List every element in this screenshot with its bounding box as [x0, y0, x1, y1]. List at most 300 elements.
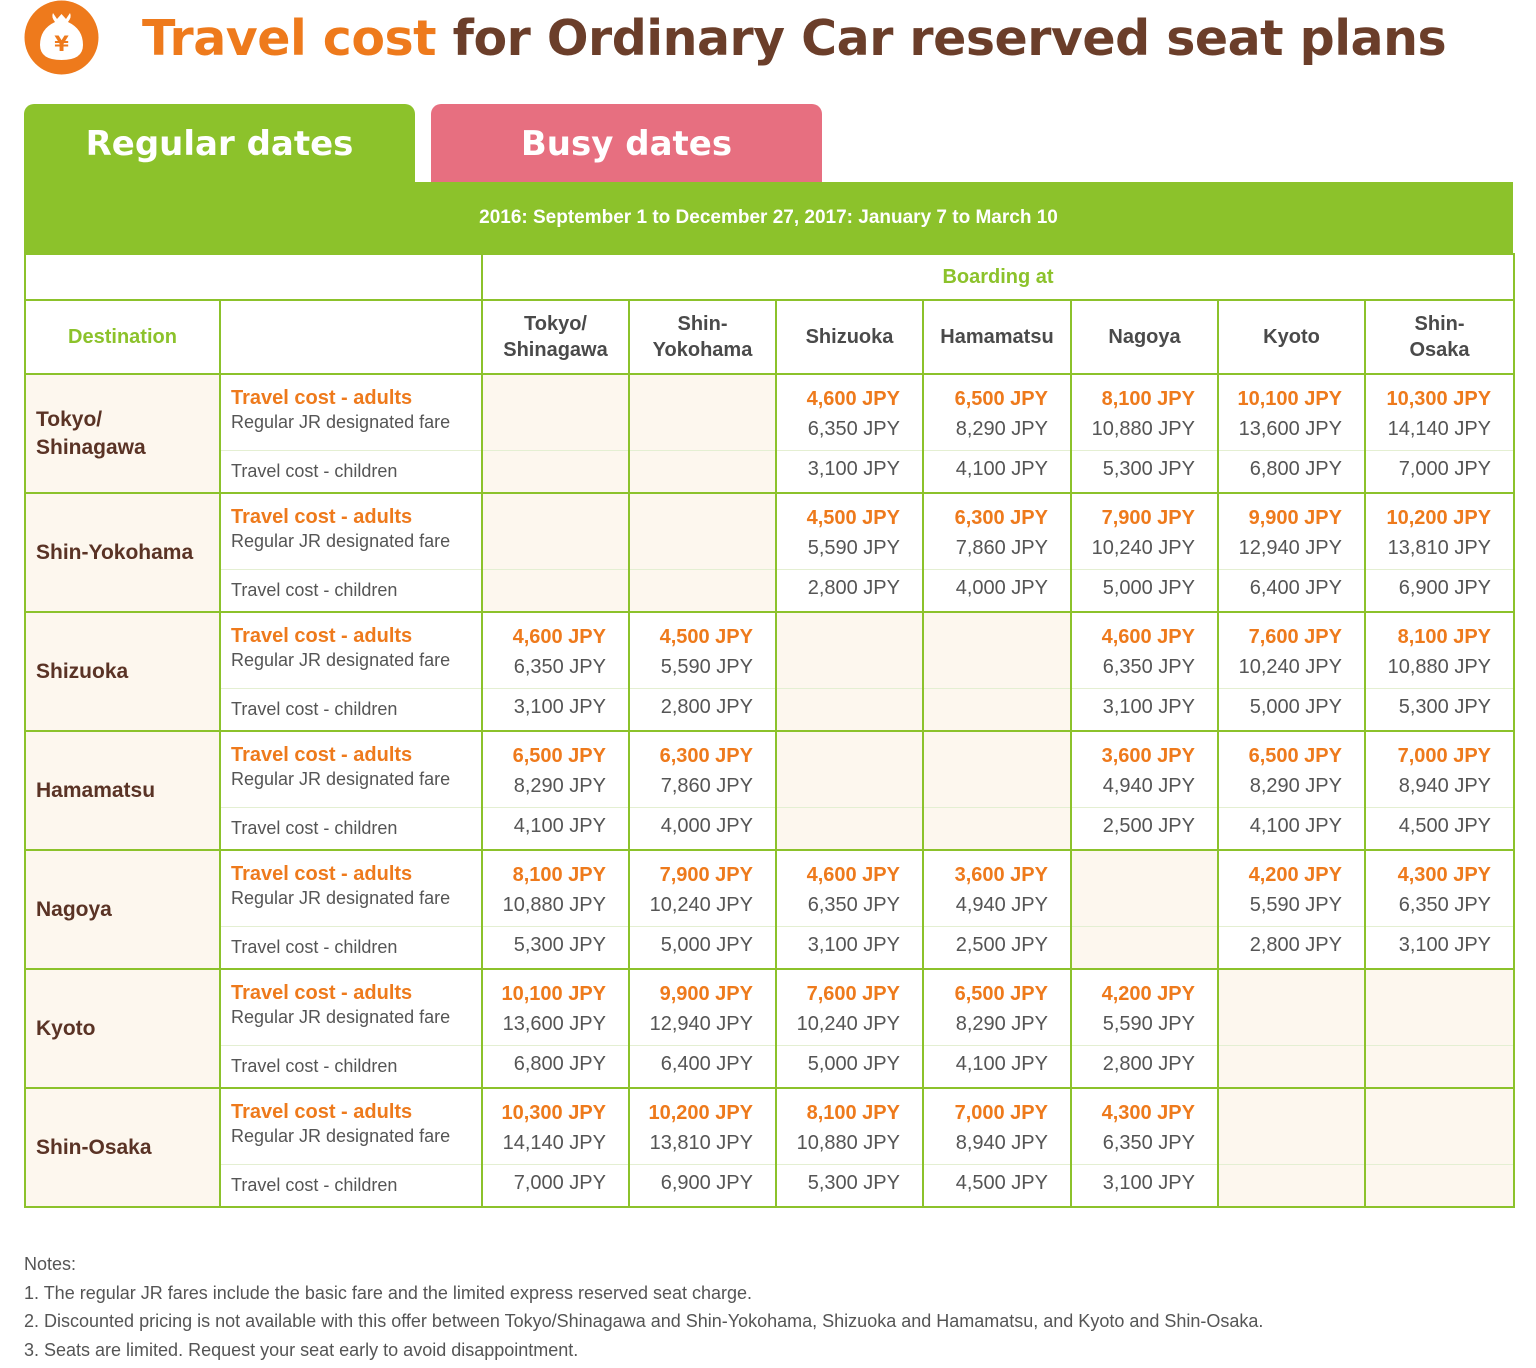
fare-cell — [1218, 731, 1365, 808]
adult-cost-value: 7,900 JPY — [659, 864, 753, 886]
destination-header: Destination — [25, 300, 220, 374]
regular-fare-label: Regular JR designated fare — [231, 1007, 451, 1027]
regular-fare-value: 8,290 JPY — [955, 418, 1048, 440]
fare-cell — [1218, 493, 1365, 570]
fare-cell — [482, 731, 629, 808]
child-cost-value: 3,100 JPY — [1398, 934, 1492, 956]
child-fare-cell — [1071, 927, 1218, 970]
adult-cost-value: 6,500 JPY — [512, 745, 606, 767]
fare-cell — [1071, 731, 1218, 808]
adult-cost-value: 6,500 JPY — [954, 983, 1048, 1005]
note-item: 3. Seats are limited. Request your seat early to avoid disappointment. — [24, 1339, 579, 1360]
regular-fare-value: 8,290 JPY — [513, 775, 606, 797]
child-cost-value: 6,900 JPY — [660, 1172, 753, 1194]
adult-cost-value: 7,900 JPY — [1101, 507, 1195, 529]
child-cost-value: 5,000 JPY — [807, 1053, 900, 1075]
adult-fare-label-cell — [220, 493, 482, 570]
adult-cost-value: 3,600 JPY — [954, 864, 1048, 886]
tab-busy-dates[interactable]: Busy dates — [431, 104, 822, 182]
child-cost-label: Travel cost - children — [231, 937, 398, 957]
destination-cell — [25, 731, 220, 850]
child-fare-cell — [923, 689, 1071, 732]
regular-fare-value: 8,940 JPY — [955, 1132, 1048, 1154]
child-fare-cell — [1218, 808, 1365, 851]
notes — [24, 1250, 1504, 1364]
child-cost-value: 2,800 JPY — [660, 696, 753, 718]
fare-cell — [482, 374, 629, 451]
child-cost-label: Travel cost - children — [231, 461, 398, 481]
fare-cell — [1071, 969, 1218, 1046]
adult-cost-value: 8,100 JPY — [512, 864, 606, 886]
adult-cost-value: 10,100 JPY — [501, 983, 606, 1005]
adult-cost-value: 4,600 JPY — [512, 626, 606, 648]
destination-name-line1: Nagoya — [36, 897, 112, 921]
regular-fare-value: 5,590 JPY — [1102, 1013, 1195, 1035]
regular-fare-value: 10,880 JPY — [1387, 656, 1492, 678]
fare-cell — [1365, 612, 1514, 689]
regular-fare-value: 13,600 JPY — [1238, 418, 1342, 440]
child-fare-cell — [482, 451, 629, 494]
regular-fare-value: 12,940 JPY — [649, 1013, 753, 1035]
adult-fare-label-cell — [220, 969, 482, 1046]
child-cost-value: 4,000 JPY — [955, 577, 1048, 599]
child-cost-value: 3,100 JPY — [1102, 1172, 1195, 1194]
child-fare-cell — [1218, 927, 1365, 970]
table-row — [25, 927, 1514, 970]
child-fare-cell — [482, 927, 629, 970]
regular-fare-value: 5,590 JPY — [1249, 894, 1342, 916]
fare-cell — [776, 612, 923, 689]
regular-fare-value: 6,350 JPY — [807, 418, 900, 440]
regular-fare-value: 12,940 JPY — [1238, 537, 1342, 559]
adult-cost-label: Travel cost - adults — [231, 387, 413, 409]
child-fare-cell — [1218, 1165, 1365, 1208]
adult-cost-value: 6,300 JPY — [954, 507, 1048, 529]
child-fare-cell — [1218, 1046, 1365, 1089]
child-fare-label-cell — [220, 927, 482, 970]
regular-fare-value: 10,240 JPY — [796, 1013, 900, 1035]
destination-name-line1: Hamamatsu — [36, 778, 156, 802]
station-name-line1: Tokyo/ — [524, 313, 587, 335]
child-cost-value: 7,000 JPY — [1398, 458, 1492, 480]
child-cost-value: 2,500 JPY — [1102, 815, 1195, 837]
adult-fare-label-cell — [220, 1088, 482, 1165]
regular-fare-value: 7,860 JPY — [660, 775, 753, 797]
adult-cost-value: 7,000 JPY — [954, 1102, 1048, 1124]
regular-fare-value: 6,350 JPY — [1102, 656, 1195, 678]
destination-name-line2: Shinagawa — [36, 435, 146, 459]
station-name-line2: Shinagawa — [503, 339, 608, 361]
page-header — [24, 0, 1524, 78]
adult-cost-label: Travel cost - adults — [231, 1101, 413, 1123]
child-cost-value: 5,300 JPY — [513, 934, 606, 956]
child-cost-value: 6,400 JPY — [1249, 577, 1342, 599]
child-fare-cell — [482, 808, 629, 851]
adult-cost-value: 10,200 JPY — [648, 1102, 753, 1124]
fare-cell — [923, 731, 1071, 808]
fare-cell — [1071, 612, 1218, 689]
fare-cell — [776, 969, 923, 1046]
table-row — [25, 493, 1514, 570]
child-fare-cell — [923, 1046, 1071, 1089]
regular-fare-value: 6,350 JPY — [513, 656, 606, 678]
adult-cost-value: 4,500 JPY — [659, 626, 753, 648]
table-row — [25, 850, 1514, 927]
fare-cell — [1218, 612, 1365, 689]
child-fare-cell — [1071, 1046, 1218, 1089]
child-fare-cell — [629, 689, 776, 732]
fare-cell — [482, 1088, 629, 1165]
child-fare-cell — [1365, 451, 1514, 494]
destination-cell — [25, 969, 220, 1088]
fare-cell — [482, 850, 629, 927]
child-fare-cell — [1365, 808, 1514, 851]
tab-regular-dates[interactable]: Regular dates — [24, 104, 415, 182]
table-row — [25, 570, 1514, 613]
destination-cell — [25, 612, 220, 731]
adult-cost-value: 7,000 JPY — [1397, 745, 1492, 767]
child-cost-value: 2,800 JPY — [1102, 1053, 1195, 1075]
child-cost-value: 3,100 JPY — [807, 934, 900, 956]
child-cost-value: 4,100 JPY — [513, 815, 606, 837]
child-cost-label: Travel cost - children — [231, 699, 398, 719]
note-item: 1. The regular JR fares include the basic fare and the limited express reserved seat charge. — [24, 1282, 753, 1303]
adult-cost-value: 9,900 JPY — [1248, 507, 1342, 529]
child-cost-value: 4,100 JPY — [955, 458, 1048, 480]
adult-fare-label-cell — [220, 850, 482, 927]
fare-cell — [1071, 1088, 1218, 1165]
child-fare-cell — [1365, 1046, 1514, 1089]
fare-cell — [1218, 374, 1365, 451]
fare-cell — [923, 612, 1071, 689]
station-name-line2: Yokohama — [652, 339, 753, 361]
regular-fare-value: 7,860 JPY — [955, 537, 1048, 559]
adult-cost-value: 10,300 JPY — [1386, 388, 1492, 410]
notes-heading: Notes: — [24, 1254, 77, 1274]
child-fare-cell — [1071, 570, 1218, 613]
regular-fare-value: 8,290 JPY — [955, 1013, 1048, 1035]
regular-fare-label: Regular JR designated fare — [231, 650, 451, 670]
child-cost-value: 5,300 JPY — [1398, 696, 1492, 718]
child-cost-value: 6,400 JPY — [660, 1053, 753, 1075]
boarding-at-header: Boarding at — [482, 254, 1514, 300]
adult-cost-label: Travel cost - adults — [231, 982, 413, 1004]
child-fare-cell — [776, 927, 923, 970]
title-rest: for Ordinary Car reserved seat plans — [452, 10, 1447, 67]
destination-name-line1: Shin-Osaka — [36, 1135, 152, 1159]
child-fare-label-cell — [220, 808, 482, 851]
child-fare-cell — [1218, 451, 1365, 494]
child-cost-value: 5,300 JPY — [1102, 458, 1195, 480]
adult-cost-value: 7,600 JPY — [806, 983, 900, 1005]
fare-cell — [629, 374, 776, 451]
child-fare-label-cell — [220, 1165, 482, 1208]
child-fare-label-cell — [220, 1046, 482, 1089]
child-fare-label-cell — [220, 570, 482, 613]
adult-cost-value: 4,600 JPY — [806, 864, 900, 886]
table-row — [25, 1165, 1514, 1208]
child-fare-cell — [629, 808, 776, 851]
fare-cell — [629, 1088, 776, 1165]
regular-fare-value: 14,140 JPY — [1387, 418, 1492, 440]
child-cost-value: 2,800 JPY — [1249, 934, 1342, 956]
station-name-line2: Osaka — [1409, 339, 1470, 361]
adult-cost-value: 8,100 JPY — [1101, 388, 1195, 410]
child-cost-label: Travel cost - children — [231, 1056, 398, 1076]
table-row — [25, 969, 1514, 1046]
adult-cost-value: 7,600 JPY — [1248, 626, 1342, 648]
regular-fare-value: 14,140 JPY — [502, 1132, 606, 1154]
regular-fare-label: Regular JR designated fare — [231, 531, 451, 551]
child-cost-value: 4,500 JPY — [955, 1172, 1048, 1194]
adult-cost-value: 4,600 JPY — [1101, 626, 1195, 648]
destination-cell — [25, 1088, 220, 1207]
regular-fare-value: 6,350 JPY — [807, 894, 900, 916]
station-name-line1: Nagoya — [1108, 326, 1181, 348]
child-cost-value: 4,100 JPY — [955, 1053, 1048, 1075]
fare-cell — [923, 850, 1071, 927]
table-row — [25, 1088, 1514, 1165]
adult-cost-value: 8,100 JPY — [806, 1102, 900, 1124]
fare-cell — [1071, 493, 1218, 570]
child-fare-cell — [1071, 689, 1218, 732]
child-cost-value: 4,000 JPY — [660, 815, 753, 837]
table-row — [25, 808, 1514, 851]
child-fare-cell — [1071, 451, 1218, 494]
child-fare-cell — [923, 451, 1071, 494]
child-cost-value: 6,800 JPY — [513, 1053, 606, 1075]
child-fare-cell — [1218, 570, 1365, 613]
regular-fare-value: 10,240 JPY — [1238, 656, 1342, 678]
fare-cell — [629, 850, 776, 927]
fare-cell — [1365, 850, 1514, 927]
child-fare-cell — [482, 1046, 629, 1089]
regular-fare-value: 13,600 JPY — [502, 1013, 606, 1035]
fare-cell — [1365, 969, 1514, 1046]
child-fare-cell — [1218, 689, 1365, 732]
adult-cost-value: 4,200 JPY — [1101, 983, 1195, 1005]
child-fare-cell — [776, 1046, 923, 1089]
adult-cost-value: 9,900 JPY — [659, 983, 753, 1005]
adult-cost-label: Travel cost - adults — [231, 506, 413, 528]
child-cost-value: 2,800 JPY — [807, 577, 900, 599]
fare-cell — [1218, 969, 1365, 1046]
child-cost-value: 5,000 JPY — [660, 934, 753, 956]
destination-name-line1: Shizuoka — [36, 659, 129, 683]
child-fare-cell — [482, 1165, 629, 1208]
adult-cost-label: Travel cost - adults — [231, 744, 413, 766]
fare-cell — [1365, 374, 1514, 451]
adult-cost-value: 10,300 JPY — [501, 1102, 606, 1124]
boarding-station-header — [629, 300, 776, 374]
adult-cost-label: Travel cost - adults — [231, 863, 413, 885]
adult-fare-label-cell — [220, 731, 482, 808]
boarding-station-header — [1365, 300, 1514, 374]
child-cost-value: 7,000 JPY — [513, 1172, 606, 1194]
station-name-line1: Shin- — [1414, 313, 1465, 335]
station-name-line1: Shin- — [677, 313, 728, 335]
adult-cost-value: 4,300 JPY — [1101, 1102, 1195, 1124]
fare-cell — [629, 493, 776, 570]
regular-fare-value: 6,350 JPY — [1102, 1132, 1195, 1154]
child-fare-cell — [1365, 570, 1514, 613]
adult-cost-value: 6,300 JPY — [659, 745, 753, 767]
regular-fare-value: 10,880 JPY — [796, 1132, 900, 1154]
fare-cell — [776, 1088, 923, 1165]
child-cost-label: Travel cost - children — [231, 1175, 398, 1195]
child-fare-cell — [482, 689, 629, 732]
fare-cell — [482, 612, 629, 689]
regular-fare-value: 4,940 JPY — [955, 894, 1048, 916]
child-fare-cell — [629, 927, 776, 970]
regular-fare-value: 10,880 JPY — [1091, 418, 1195, 440]
table-row — [25, 689, 1514, 732]
fare-cell — [629, 731, 776, 808]
fare-cell — [776, 493, 923, 570]
destination-name-line1: Kyoto — [36, 1016, 96, 1040]
child-fare-cell — [1365, 927, 1514, 970]
child-fare-label-cell — [220, 689, 482, 732]
child-cost-label: Travel cost - children — [231, 818, 398, 838]
table-row — [25, 612, 1514, 689]
regular-fare-label: Regular JR designated fare — [231, 888, 451, 908]
fare-cell — [1365, 731, 1514, 808]
child-fare-cell — [776, 1165, 923, 1208]
child-fare-cell — [1365, 1165, 1514, 1208]
fare-cell — [923, 374, 1071, 451]
title-highlight: Travel cost — [142, 10, 437, 67]
period-banner: 2016: September 1 to December 27, 2017: January 7 to March 10 — [24, 182, 1513, 253]
regular-fare-value: 8,290 JPY — [1249, 775, 1342, 797]
child-fare-cell — [923, 808, 1071, 851]
fare-table — [24, 253, 1515, 1208]
table-row — [25, 1046, 1514, 1089]
note-item: 2. Discounted pricing is not available with this offer between Tokyo/Shinagawa and Shin-Yokohama, Shizuoka and Hamamatsu, and Kyoto and Shin-Osaka. — [24, 1311, 1264, 1331]
child-fare-cell — [776, 808, 923, 851]
child-fare-cell — [923, 570, 1071, 613]
child-cost-label: Travel cost - children — [231, 580, 398, 600]
adult-fare-label-cell — [220, 612, 482, 689]
child-fare-cell — [776, 451, 923, 494]
fare-cell — [923, 493, 1071, 570]
adult-cost-value: 4,300 JPY — [1397, 864, 1492, 886]
child-fare-cell — [629, 1165, 776, 1208]
station-name-line1: Hamamatsu — [940, 326, 1054, 348]
boarding-station-header — [482, 300, 629, 374]
table-row — [25, 374, 1514, 451]
fare-cell — [776, 374, 923, 451]
adult-cost-value: 3,600 JPY — [1101, 745, 1195, 767]
child-cost-value: 4,500 JPY — [1398, 815, 1492, 837]
regular-fare-label: Regular JR designated fare — [231, 1126, 451, 1146]
destination-name-line1: Tokyo/ — [36, 407, 103, 431]
fare-cell — [629, 612, 776, 689]
fare-cell — [776, 850, 923, 927]
child-fare-cell — [482, 570, 629, 613]
fare-cell — [482, 493, 629, 570]
destination-cell — [25, 493, 220, 612]
child-cost-value: 4,100 JPY — [1249, 815, 1342, 837]
fare-cell — [629, 969, 776, 1046]
boarding-station-header — [776, 300, 923, 374]
regular-fare-value: 5,590 JPY — [660, 656, 753, 678]
table-row — [25, 451, 1514, 494]
adult-cost-value: 8,100 JPY — [1397, 626, 1492, 648]
child-cost-value: 6,900 JPY — [1398, 577, 1492, 599]
boarding-station-header — [1071, 300, 1218, 374]
destination-cell — [25, 374, 220, 493]
adult-cost-value: 10,200 JPY — [1386, 507, 1492, 529]
regular-fare-value: 13,810 JPY — [1387, 537, 1492, 559]
fare-cell — [1071, 374, 1218, 451]
regular-fare-value: 10,240 JPY — [649, 894, 753, 916]
destination-name-line1: Shin-Yokohama — [36, 540, 194, 564]
child-cost-value: 3,100 JPY — [807, 458, 900, 480]
regular-fare-label: Regular JR designated fare — [231, 412, 451, 432]
adult-cost-value: 6,500 JPY — [1248, 745, 1342, 767]
child-fare-cell — [776, 689, 923, 732]
fare-cell — [482, 969, 629, 1046]
adult-cost-label: Travel cost - adults — [231, 625, 413, 647]
adult-cost-value: 10,100 JPY — [1237, 388, 1342, 410]
fare-cell — [1071, 850, 1218, 927]
station-name-line1: Kyoto — [1263, 326, 1320, 348]
child-cost-value: 5,300 JPY — [807, 1172, 900, 1194]
fare-cell — [1218, 850, 1365, 927]
child-cost-value: 6,800 JPY — [1249, 458, 1342, 480]
regular-fare-label: Regular JR designated fare — [231, 769, 451, 789]
label-column-header — [220, 300, 482, 374]
regular-fare-value: 6,350 JPY — [1398, 894, 1492, 916]
child-fare-cell — [776, 570, 923, 613]
adult-cost-value: 4,600 JPY — [806, 388, 900, 410]
fare-cell — [1365, 493, 1514, 570]
yen-money-bag-icon — [24, 0, 99, 75]
adult-cost-value: 4,500 JPY — [806, 507, 900, 529]
header-blank — [25, 254, 482, 300]
fare-cell — [1218, 1088, 1365, 1165]
child-fare-cell — [629, 1046, 776, 1089]
regular-fare-value: 13,810 JPY — [649, 1132, 753, 1154]
station-name-line1: Shizuoka — [805, 326, 894, 348]
fare-cell — [776, 731, 923, 808]
child-fare-cell — [923, 1165, 1071, 1208]
regular-fare-value: 8,940 JPY — [1398, 775, 1492, 797]
svg-text:¥: ¥ — [54, 32, 69, 56]
regular-fare-value: 4,940 JPY — [1102, 775, 1195, 797]
child-fare-cell — [1071, 808, 1218, 851]
adult-cost-value: 4,200 JPY — [1248, 864, 1342, 886]
child-fare-label-cell — [220, 451, 482, 494]
adult-fare-label-cell — [220, 374, 482, 451]
child-cost-value: 5,000 JPY — [1102, 577, 1195, 599]
child-cost-value: 5,000 JPY — [1249, 696, 1342, 718]
child-cost-value: 2,500 JPY — [955, 934, 1048, 956]
destination-cell — [25, 850, 220, 969]
child-cost-value: 3,100 JPY — [513, 696, 606, 718]
child-fare-cell — [629, 570, 776, 613]
child-fare-cell — [629, 451, 776, 494]
boarding-station-header — [923, 300, 1071, 374]
fare-cell — [923, 1088, 1071, 1165]
page-title — [142, 8, 1446, 70]
regular-fare-value: 5,590 JPY — [807, 537, 900, 559]
adult-cost-value: 6,500 JPY — [954, 388, 1048, 410]
child-fare-cell — [923, 927, 1071, 970]
table-row — [25, 731, 1514, 808]
fare-cell — [1365, 1088, 1514, 1165]
child-cost-value: 3,100 JPY — [1102, 696, 1195, 718]
